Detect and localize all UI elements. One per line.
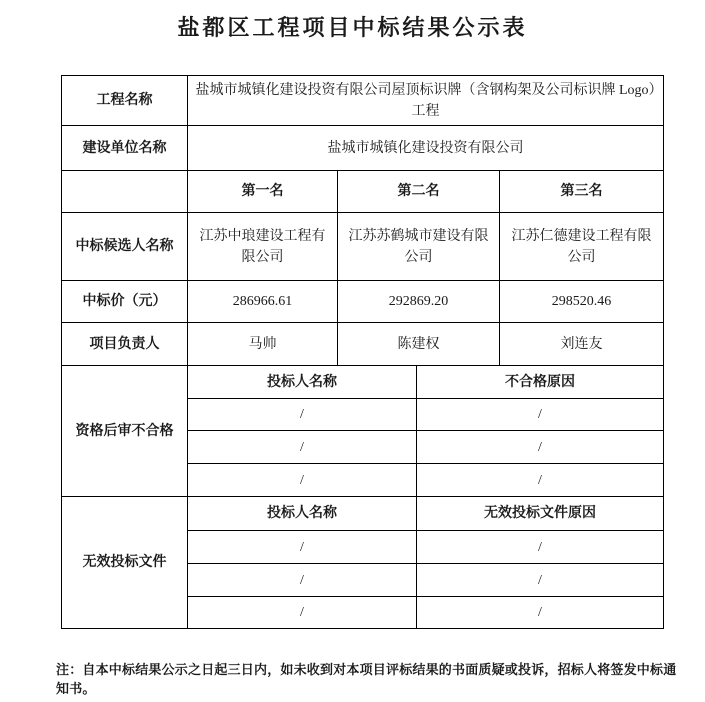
invalid-bid-bidder-value: / (188, 531, 417, 564)
price-first: 286966.61 (188, 281, 338, 323)
rank-header-second: 第二名 (338, 171, 500, 213)
invalid-bid-reason-header: 无效投标文件原因 (417, 497, 664, 531)
post-qualification-bidder-value: / (188, 399, 417, 431)
manager-first: 马帅 (188, 323, 338, 366)
post-qualification-reason-header: 不合格原因 (417, 366, 664, 399)
owner-row (62, 126, 664, 171)
footnote-text: 注：自本中标结果公示之日起三日内，如未收到对本项目评标结果的书面质疑或投诉，招标人将签发中标通知书。 (56, 662, 677, 696)
candidate-second: 江苏苏鹤城市建设有限公司 (338, 213, 500, 281)
price-label: 中标价（元） (62, 281, 188, 323)
candidate-first: 江苏中琅建设工程有限公司 (188, 213, 338, 281)
post-qualification-header-row (62, 366, 664, 399)
project-name-value: 盐城市城镇化建设投资有限公司屋顶标识牌（含钢构架及公司标识牌 Logo）工程 (188, 76, 664, 126)
rank-header-third: 第三名 (500, 171, 664, 213)
manager-third: 刘连友 (500, 323, 664, 366)
post-qualification-section-label: 资格后审不合格 (62, 366, 188, 497)
rank-header-row (62, 171, 664, 213)
rank-header-first: 第一名 (188, 171, 338, 213)
candidates-row (62, 213, 664, 281)
post-qualification-bidder-value: / (188, 464, 417, 497)
price-third: 298520.46 (500, 281, 664, 323)
rank-empty-cell (62, 171, 188, 213)
post-qualification-reason-value: / (417, 431, 664, 464)
invalid-bid-bidder-header: 投标人名称 (188, 497, 417, 531)
invalid-bid-bidder-value: / (188, 597, 417, 629)
project-name-label: 工程名称 (62, 76, 188, 126)
page-title: 盐都区工程项目中标结果公示表 (177, 15, 528, 40)
invalid-bid-reason-value: / (417, 564, 664, 597)
invalid-bid-reason-value: / (417, 597, 664, 629)
manager-second: 陈建权 (338, 323, 500, 366)
bid-results-table (61, 75, 664, 629)
post-qualification-bidder-header: 投标人名称 (188, 366, 417, 399)
invalid-bid-header-row (62, 497, 664, 531)
candidates-label: 中标候选人名称 (62, 213, 188, 281)
invalid-bid-section-label: 无效投标文件 (62, 497, 188, 629)
owner-label: 建设单位名称 (62, 126, 188, 171)
price-second: 292869.20 (338, 281, 500, 323)
post-qualification-bidder-value: / (188, 431, 417, 464)
candidate-third: 江苏仁德建设工程有限公司 (500, 213, 664, 281)
owner-value: 盐城市城镇化建设投资有限公司 (188, 126, 664, 171)
project-name-row (62, 76, 664, 126)
manager-row (62, 323, 664, 366)
price-row (62, 281, 664, 323)
invalid-bid-reason-value: / (417, 531, 664, 564)
invalid-bid-bidder-value: / (188, 564, 417, 597)
manager-label: 项目负责人 (62, 323, 188, 366)
post-qualification-reason-value: / (417, 399, 664, 431)
post-qualification-reason-value: / (417, 464, 664, 497)
